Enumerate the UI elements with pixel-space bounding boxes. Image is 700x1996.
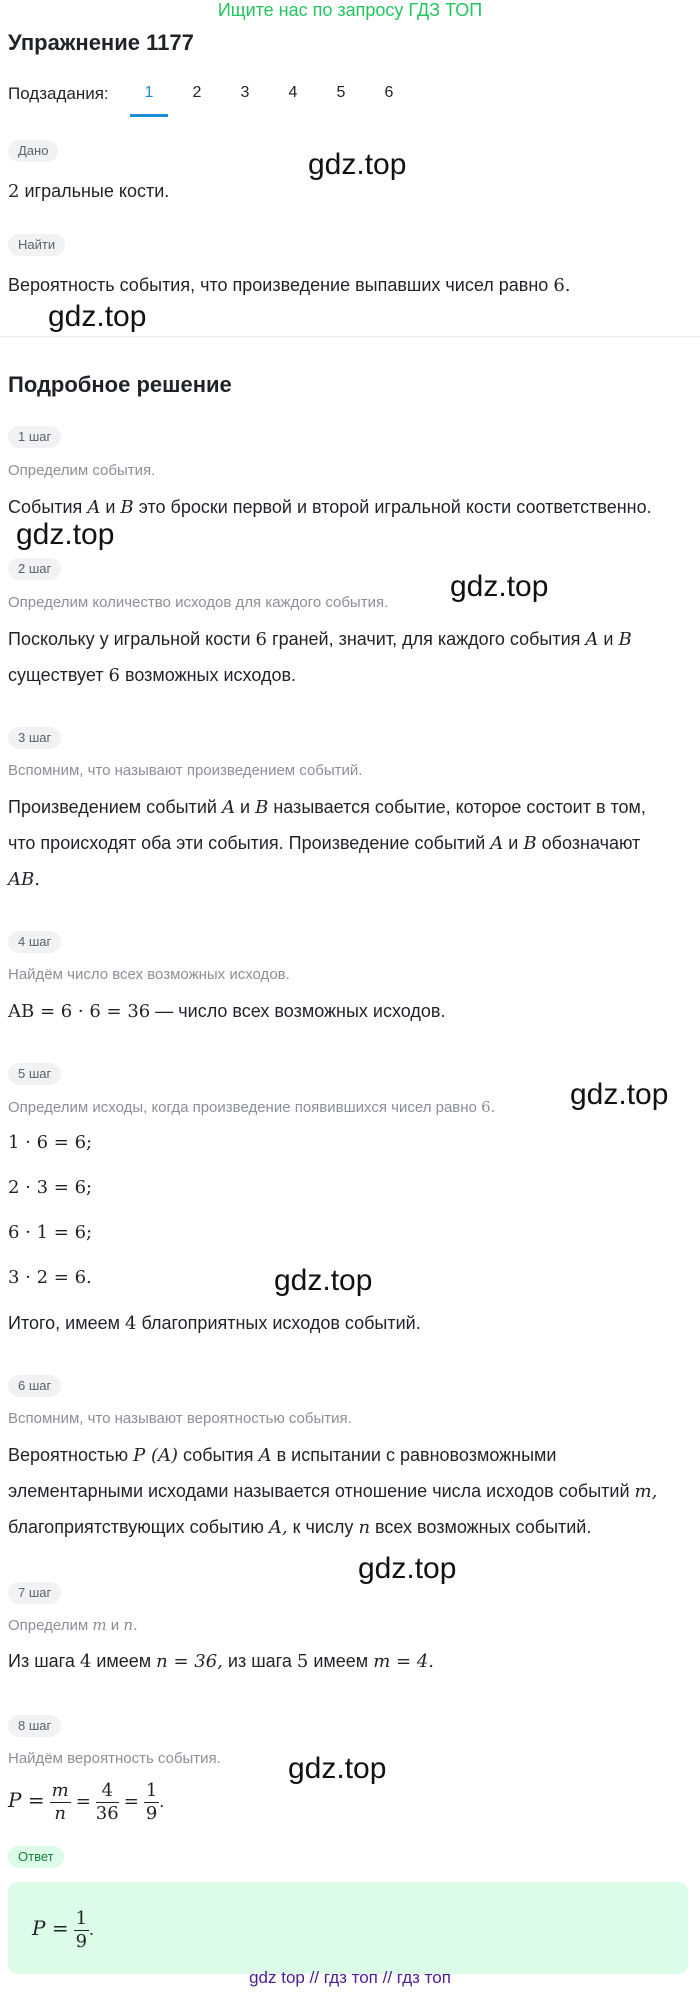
watermark: gdz.top	[274, 1264, 373, 1297]
fraction-1-9: $\frac{1}{9}$	[145, 1779, 158, 1824]
step-3-badge: 3 шаг	[8, 727, 61, 749]
step-7-hint: Определим m и n.	[8, 1616, 138, 1634]
watermark: gdz.top	[308, 148, 407, 181]
find-badge: Найти	[8, 234, 65, 256]
step-5-hint: Определим исходы, когда произведение появившихся чисел равно 6.	[8, 1098, 496, 1116]
answer-box	[8, 1882, 688, 1974]
step-7-text: Из шага 4 имеем n = 36, из шага 5 имеем m = 4.	[8, 1651, 434, 1672]
answer-formula: P = $\frac{1}{9}$ .	[32, 1907, 95, 1952]
step-5-total: Итого, имеем 4 благоприятных исходов событий.	[8, 1313, 421, 1334]
step-2-badge: 2 шаг	[8, 558, 61, 580]
watermark: gdz.top	[48, 300, 147, 333]
step-5-eq-1: 1 · 6 = 6;	[8, 1132, 93, 1153]
answer-badge: Ответ	[8, 1846, 64, 1868]
step-1-hint: Определим события.	[8, 462, 156, 479]
step-5-eq-2: 2 · 3 = 6;	[8, 1177, 93, 1198]
step-4-text: AB = 6 · 6 = 36 — число всех возможных исходов.	[8, 1001, 446, 1022]
step-8-formula: P = $\frac{m}{n}$ = $\frac{4}{36}$ = $\frac{1}{9}$ .	[8, 1779, 165, 1824]
solution-title: Подробное решение	[8, 372, 232, 397]
divider	[0, 336, 700, 337]
subtasks-label: Подзадания:	[8, 84, 109, 103]
footer-links[interactable]: gdz top // гдз топ // гдз топ	[249, 1968, 451, 1987]
fraction-4-36: $\frac{4}{36}$	[95, 1779, 119, 1824]
step-1-badge: 1 шаг	[8, 426, 61, 448]
tab-subtask-3[interactable]: 3	[240, 84, 250, 101]
step-2-line-2: существует 6 возможных исходов.	[8, 665, 297, 686]
fraction-m-n: $\frac{m}{n}$	[51, 1779, 69, 1824]
tab-subtask-4[interactable]: 4	[288, 84, 298, 101]
tab-subtask-5[interactable]: 5	[336, 84, 346, 101]
step-6-line-1: Вероятностью P (A) события A в испытании с равновозможными	[8, 1445, 557, 1466]
step-8-hint: Найдём вероятность события.	[8, 1750, 221, 1767]
page-title: Упражнение 1177	[8, 30, 194, 55]
answer-fraction: $\frac{1}{9}$	[75, 1907, 88, 1952]
watermark: gdz.top	[288, 1752, 387, 1785]
find-text: Вероятность события, что произведение выпавших чисел равно 6.	[8, 275, 571, 296]
tab-subtask-2[interactable]: 2	[192, 84, 202, 101]
step-3-line-1: Произведением событий A и B называется событие, которое состоит в том,	[8, 797, 646, 818]
watermark: gdz.top	[16, 518, 115, 551]
watermark: gdz.top	[358, 1552, 457, 1585]
step-6-badge: 6 шаг	[8, 1375, 61, 1397]
step-2-hint: Определим количество исходов для каждого события.	[8, 594, 389, 611]
watermark: gdz.top	[450, 570, 549, 603]
given-text: 2 игральные кости.	[8, 181, 170, 202]
step-5-eq-3: 6 · 1 = 6;	[8, 1222, 93, 1243]
step-4-hint: Найдём число всех возможных исходов.	[8, 966, 290, 983]
step-7-badge: 7 шаг	[8, 1582, 61, 1604]
step-8-badge: 8 шаг	[8, 1715, 61, 1737]
step-6-line-3: благоприятствующих событию A, к числу n всех возможных событий.	[8, 1517, 592, 1538]
step-3-line-3: AB.	[8, 869, 40, 890]
step-6-line-2: элементарными исходами называется отношение числа исходов событий m,	[8, 1481, 658, 1502]
step-1-text: События A и B это броски первой и второй игральной кости соответственно.	[8, 497, 652, 518]
step-5-badge: 5 шаг	[8, 1063, 61, 1085]
tab-subtask-6[interactable]: 6	[384, 84, 394, 101]
step-3-line-2: что происходят оба эти события. Произведение событий A и B обозначают	[8, 833, 641, 854]
step-4-badge: 4 шаг	[8, 931, 61, 953]
top-banner[interactable]: Ищите нас по запросу ГДЗ ТОП	[217, 0, 483, 20]
tab-subtask-1[interactable]: 1	[144, 84, 154, 101]
step-2-line-1: Поскольку у игральной кости 6 граней, значит, для каждого события A и B	[8, 629, 632, 650]
step-3-hint: Вспомним, что называют произведением событий.	[8, 762, 363, 779]
watermark: gdz.top	[570, 1078, 669, 1111]
active-tab-indicator	[130, 114, 168, 117]
step-6-hint: Вспомним, что называют вероятностью события.	[8, 1410, 352, 1427]
step-5-eq-4: 3 · 2 = 6.	[8, 1267, 92, 1288]
given-badge: Дано	[8, 140, 58, 162]
